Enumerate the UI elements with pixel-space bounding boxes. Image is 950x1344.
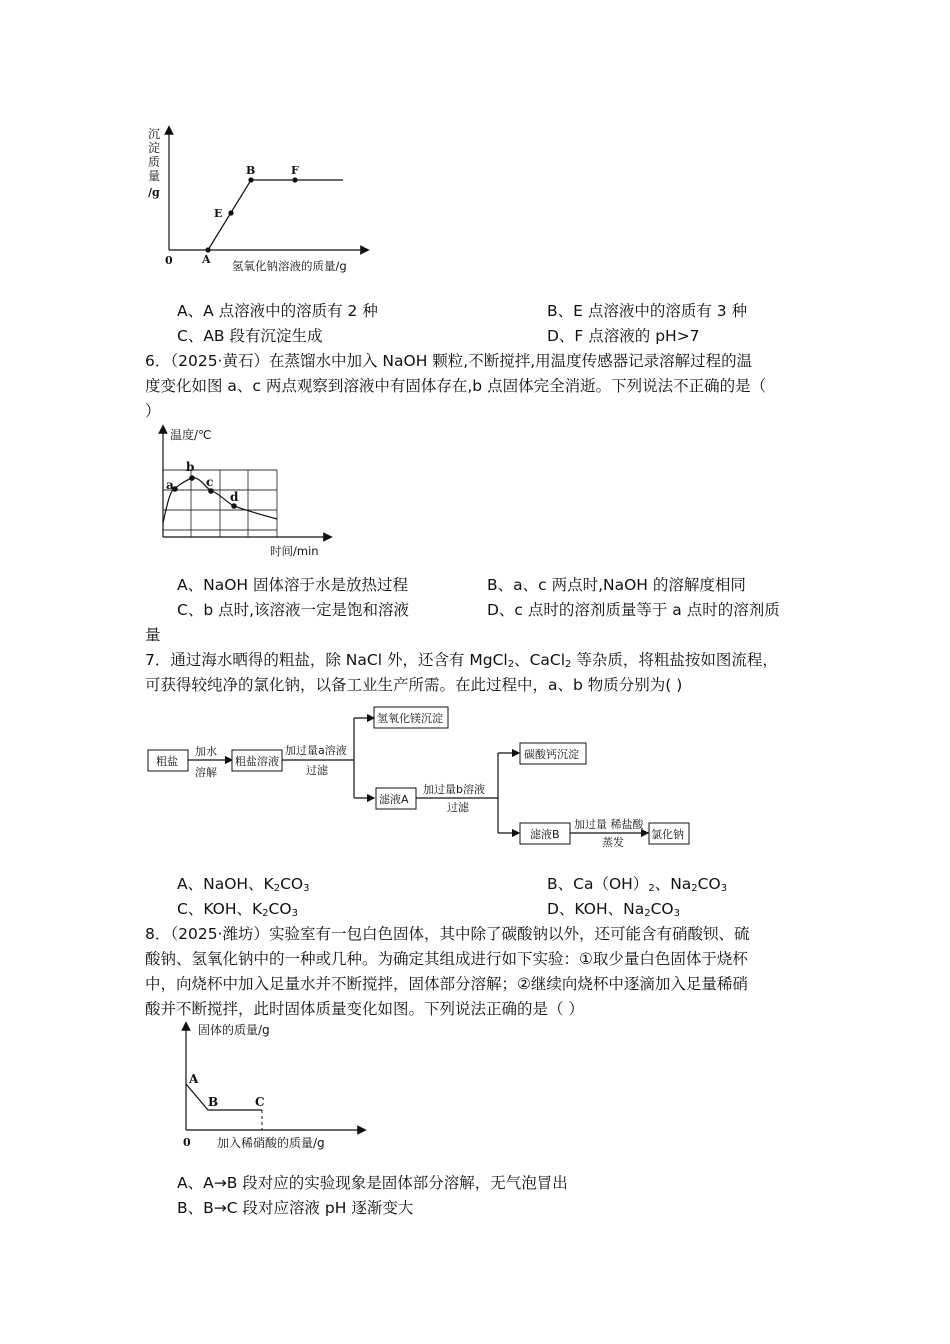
q5-option-b: B、E 点溶液中的溶质有 3 种 — [547, 302, 748, 320]
y-axis-label-5: /g — [148, 186, 160, 199]
q8-option-a: A、A→B 段对应的实验现象是固体部分溶解，无气泡冒出 — [177, 1174, 568, 1192]
salt-solution-label: 粗盐溶液 — [235, 755, 279, 768]
q6-option-d: D、c 点时的溶剂质量等于 a 点时的溶剂质 — [487, 601, 780, 619]
x-axis-label: 时间/min — [270, 544, 319, 558]
origin-label: 0 — [183, 1136, 191, 1149]
q6-stem-line3: ） — [145, 402, 161, 420]
q8-stem-line4: 酸并不断搅拌，此时固体质量变化如图。下列说法正确的是（ ） — [145, 1000, 584, 1018]
evaporate-label: 蒸发 — [602, 836, 624, 849]
solid-mass-graph — [170, 1020, 380, 1160]
q7-option-a: A、NaOH、$K_2CO_3$ — [177, 875, 310, 894]
point-f-label: F — [291, 164, 299, 177]
q8-option-b: B、B→C 段对应溶液 pH 逐渐变大 — [177, 1199, 414, 1217]
precipitate-curve — [208, 180, 343, 250]
point-a-marker — [205, 247, 210, 252]
temperature-time-graph — [150, 425, 340, 560]
q5-option-a: A、A 点溶液中的溶质有 2 种 — [177, 302, 378, 320]
add-b-label: 加过量b溶液 — [423, 783, 485, 796]
point-b-marker — [248, 177, 253, 182]
point-c-label: C — [255, 1095, 265, 1109]
q6-stem-line2: 度变化如图 a、c 两点观察到溶液中有固体存在,b 点固体完全消逝。下列说法不正确的是（ — [145, 377, 767, 395]
q7-option-c: C、KOH、$K_2CO_3$ — [177, 900, 298, 919]
point-b-label: b — [186, 460, 195, 474]
q6-stem-line1: 6．（2025·黄石）在蒸馏水中加入 NaOH 颗粒,不断搅拌,用温度传感器记录溶解过程的温 — [145, 352, 753, 370]
y-axis-label-3: 质 — [148, 155, 161, 169]
q8-stem-line3: 中，向烧杯中加入足量水并不断搅拌，固体部分溶解；②继续向烧杯中逐滴加入足量稀硝 — [145, 975, 748, 993]
q5-option-d: D、F 点溶液的 pH>7 — [547, 327, 700, 345]
y-axis-label-1: 沉 — [148, 127, 161, 141]
q8-stem-line1: 8．（2025·潍坊）实验室有一包白色固体，其中除了碳酸钠以外，还可能含有硝酸钡、硫 — [145, 925, 750, 943]
q5-option-c: C、AB 段有沉淀生成 — [177, 327, 323, 345]
add-hcl-label: 加过量 稀盐酸 — [574, 818, 644, 831]
q6-option-c: C、b 点时,该溶液一定是饱和溶液 — [177, 601, 410, 619]
add-a-label: 加过量a溶液 — [285, 744, 347, 757]
origin-label: 0 — [165, 254, 173, 267]
q6-option-d-continued: 量 — [145, 626, 161, 644]
mgoh-precipitate-label: 氢氧化镁沉淀 — [377, 712, 443, 725]
q6-option-b: B、a、c 两点时,NaOH 的溶解度相同 — [487, 576, 746, 594]
point-d-marker — [231, 503, 237, 509]
q7-option-b: B、$Ca(OH)_2$、$Na_2CO_3$ — [547, 875, 728, 894]
salt-purification-flowchart — [140, 700, 700, 860]
x-axis-label: 氢氧化钠溶液的质量/g — [232, 259, 347, 273]
point-a-label: a — [166, 478, 174, 492]
point-b-label: B — [246, 164, 256, 177]
precipitate-mass-graph — [140, 120, 400, 280]
y-axis-label-4: 量 — [148, 169, 161, 183]
point-c-marker — [208, 488, 214, 494]
point-f-marker — [292, 177, 297, 182]
y-axis-label: 温度/℃ — [170, 428, 212, 442]
filtrate-b-label: 滤液B — [530, 828, 560, 841]
y-axis-label-2: 淀 — [148, 141, 161, 155]
q6-option-a: A、NaOH 固体溶于水是放热过程 — [177, 576, 408, 594]
nacl-label: 氯化钠 — [651, 828, 684, 841]
solid-mass-curve — [186, 1084, 262, 1110]
point-a-label: A — [202, 253, 211, 266]
point-b-marker — [189, 475, 195, 481]
point-c-label: c — [206, 475, 214, 489]
filter2-label: 过滤 — [447, 801, 469, 814]
point-a-label: A — [189, 1072, 199, 1086]
crude-salt-label: 粗盐 — [156, 755, 178, 768]
point-e-marker — [228, 210, 233, 215]
q7-stem-line2: 可获得较纯净的氯化钠，以备工业生产所需。在此过程中，a、b 物质分别为( ) — [145, 676, 683, 694]
filtrate-a-label: 滤液A — [379, 793, 409, 806]
caco3-precipitate-label: 碳酸钙沉淀 — [524, 748, 579, 761]
point-d-label: d — [230, 490, 239, 504]
q7-option-d: D、KOH、$Na_2CO_3$ — [547, 900, 680, 919]
dissolve-label: 溶解 — [195, 766, 217, 779]
filter1-label: 过滤 — [306, 764, 328, 777]
point-e-label: E — [214, 207, 223, 220]
graph-grid — [163, 470, 277, 537]
y-axis-label: 固体的质量/g — [198, 1023, 270, 1037]
q7-stem-line1: 7．通过海水晒得的粗盐，除 NaCl 外，还含有 MgCl$_2$、CaCl$_2$ 等杂质，将粗盐按如图流程， — [145, 651, 778, 670]
point-b-label: B — [208, 1095, 219, 1109]
x-axis-label: 加入稀硝酸的质量/g — [217, 1136, 325, 1150]
q8-stem-line2: 酸钠、氢氧化钠中的一种或几种。为确定其组成进行如下实验：①取少量白色固体于烧杯 — [145, 950, 748, 968]
add-water-label: 加水 — [195, 745, 217, 758]
